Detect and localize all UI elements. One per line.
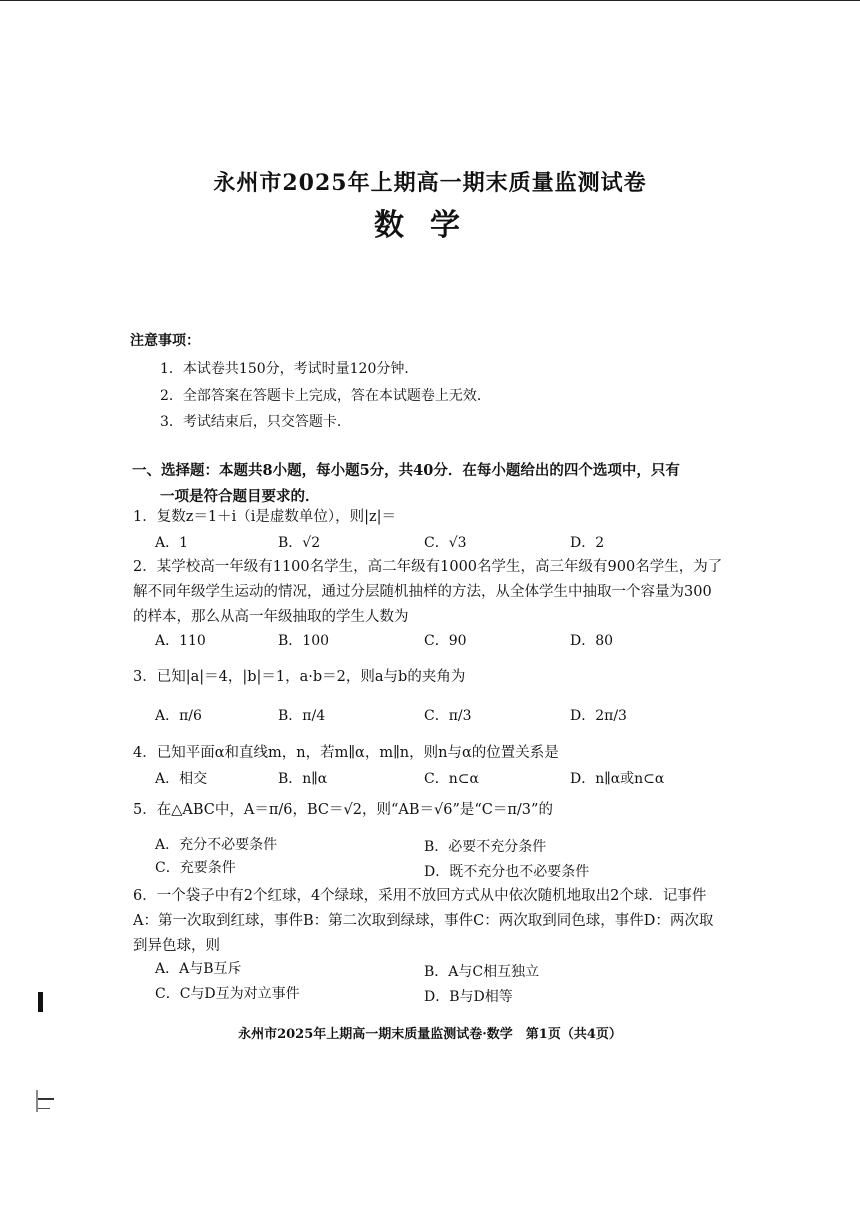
- q5-option-a: A．充分不必要条件: [155, 837, 278, 853]
- question-5-stem: 5．在△ABC中，A＝π/6，BC＝√2，则“AB＝√6”是“C＝π/3”的: [133, 802, 553, 818]
- q2-option-d: D．80: [570, 633, 614, 649]
- q6-option-d: D．B与D相等: [424, 989, 513, 1005]
- notice-item: 1．本试卷共150分，考试时量120分钟．: [160, 361, 419, 377]
- page-footer: 永州市2025年上期高一期末质量监测试卷·数学 第1页（共4页）: [238, 1027, 622, 1042]
- question-1-stem: 1．复数z＝1＋i（i是虚数单位），则|z|＝: [133, 509, 397, 525]
- q1-option-b: B．√2: [278, 535, 321, 551]
- top-border-line: [0, 0, 860, 1]
- q6-option-b: B．A与C相互独立: [424, 964, 540, 980]
- q2-option-a: A．110: [155, 633, 206, 649]
- q3-option-a: A．π/6: [155, 708, 202, 724]
- q1-option-d: D．2: [570, 535, 605, 551]
- scan-mark: [38, 1098, 54, 1100]
- section-heading: [132, 458, 732, 510]
- exam-title: 永州市2025年上期高一期末质量监测试卷: [213, 170, 647, 196]
- q2-option-c: C．90: [424, 633, 467, 649]
- q5-option-c: C．充要条件: [155, 860, 236, 876]
- section-heading-line1: 一、选择题：本题共8小题，每小题5分，共40分．在每小题给出的四个选项中，只有: [132, 462, 680, 479]
- notice-item: 3．考试结束后，只交答题卡．: [160, 414, 351, 430]
- section-heading-line2: 一项是符合题目要求的．: [160, 488, 320, 505]
- q2-option-b: B．100: [278, 633, 330, 649]
- q1-option-c: C．√3: [424, 535, 467, 551]
- q3-option-b: B．π/4: [278, 708, 326, 724]
- q3-option-c: C．π/3: [424, 708, 472, 724]
- q4-option-a: A．相交: [155, 771, 208, 787]
- q6-option-a: A．A与B互斥: [155, 961, 242, 977]
- q4-option-b: B．n∥α: [278, 771, 328, 787]
- question-6-stem: 6．一个袋子中有2个红球，4个绿球，采用不放回方式从中依次随机地取出2个球．记事件A：第一次取到红球，事件B：第二次取到绿球，事件C：两次取到同色球，事件D：两次取到异色球，则: [133, 888, 714, 954]
- q5-option-d: D．既不充分也不必要条件: [424, 864, 590, 880]
- question-4-stem: 4．已知平面α和直线m，n，若m∥α，m∥n，则n与α的位置关系是: [133, 745, 559, 761]
- q5-option-b: B．必要不充分条件: [424, 839, 547, 855]
- notices-heading: 注意事项：: [130, 333, 200, 349]
- q3-option-d: D．2π/3: [570, 708, 627, 724]
- scan-mark: [38, 992, 43, 1012]
- q1-option-a: A．1: [155, 535, 189, 551]
- q4-option-c: C．n⊂α: [424, 771, 479, 787]
- scan-mark: [38, 1108, 50, 1109]
- notice-item: 2．全部答案在答题卡上完成，答在本试题卷上无效．: [160, 388, 491, 404]
- question-3-stem: 3．已知|a|＝4，|b|＝1，a·b＝2，则a与b的夹角为: [133, 669, 466, 685]
- subject-title: 数学: [374, 208, 486, 243]
- q4-option-d: D．n∥α或n⊂α: [570, 771, 665, 787]
- question-2-stem: 2．某学校高一年级有1100名学生，高二年级有1000名学生，高三年级有900名学生，为了解不同年级学生运动的情况，通过分层随机抽样的方法，从全体学生中抽取一个容量为300的样本，那么从高一年级抽取的学生人数为: [133, 559, 723, 625]
- q6-option-c: C．C与D互为对立事件: [155, 986, 300, 1002]
